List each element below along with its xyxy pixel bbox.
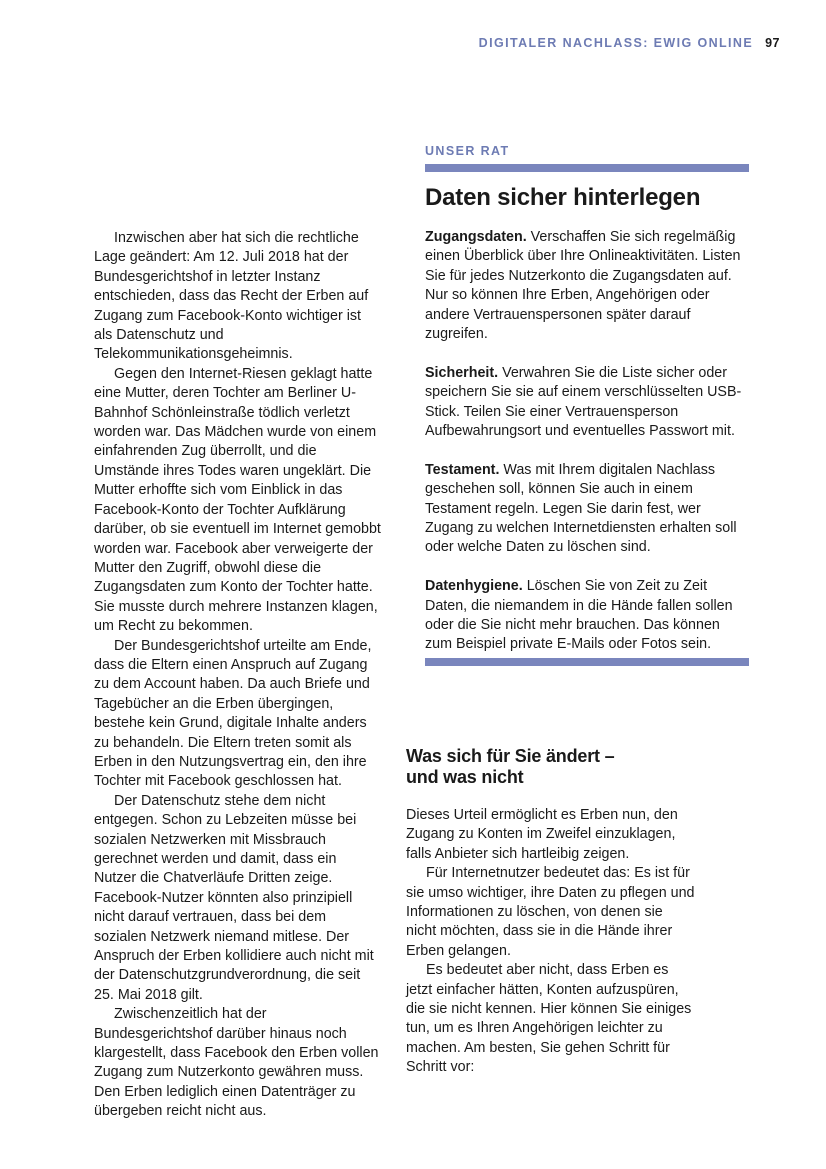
body-paragraph: Es bedeutet aber nicht, dass Erben es jetzt einfacher hätten, Konten aufzuspüren, die sie nicht kennen. Hier können Sie einiges tun, um es Ihren Angehörigen leichter zu machen. Am besten, Sie gehen Schritt für Schritt vor: (406, 962, 692, 1076)
advice-box (425, 144, 749, 674)
tip-term: Sicherheit. (425, 364, 499, 381)
advice-tip (425, 461, 749, 558)
running-title: DIGITALER NACHLASS: EWIG ONLINE (478, 36, 754, 50)
section-heading-line: Was sich für Sie ändert – (406, 746, 615, 766)
advice-box-top-bar (425, 164, 749, 172)
body-paragraph: Inzwischen aber hat sich die rechtliche Lage geändert: Am 12. Juli 2018 hat der Bundesgerichtshof in letzter Instanz entschieden, dass das Recht der Erben auf Zugang zum Facebook-Konto wichtiger ist als Datenschutz und Telekommunikationsgeheimnis. (94, 230, 369, 363)
tip-term: Testament. (425, 461, 500, 478)
tip-term: Datenhygiene. (425, 578, 523, 595)
advice-box-bottom-bar (425, 658, 749, 666)
page-number: 97 (765, 36, 780, 50)
body-paragraph: Der Datenschutz stehe dem nicht entgegen. Schon zu Lebzeiten müsse bei sozialen Netzwerken mit Missbrauch gerechnet werden und damit, dass ein Nutzer die Chatverläufe Dritten zeige. Facebook-Nutzer könnten also prinzipiell nicht darauf vertrauen, dass bei dem sozialen Netzwerk niemand mitlese. Der Anspruch der Erben kollidiere auch nicht mit der Datenschutzgrundverordnung, die seit 25. Mai 2018 gilt. (94, 792, 374, 1003)
right-column (406, 746, 696, 1078)
body-paragraph: Dieses Urteil ermöglicht es Erben nun, den Zugang zu Konten im Zweifel einzuklagen, falls Anbieter sich hartleibig zeigen. (406, 807, 678, 862)
left-column (94, 229, 382, 1122)
tip-text: Verwahren Sie die Liste sicher oder speichern Sie sie auf einem verschlüsselten USB-Stick. Teilen Sie einer Vertrauensperson Aufbewahrungsort und eventuelles Passwort mit. (425, 364, 742, 440)
tip-text: Was mit Ihrem digitalen Nachlass geschehen soll, können Sie auch in einem Testament regeln. Legen Sie darin fest, wer Zugang zu welchen Internetdiensten erhalten soll oder welche Daten zu löschen sind. (425, 461, 737, 556)
body-paragraph: Der Bundesgerichtshof urteilte am Ende, dass die Eltern einen Anspruch auf Zugang zu dem Account haben. Da auch Briefe und Tagebücher an die Erben übergingen, bestehe kein Grund, digitale Inhalte anders zu behandeln. Die Eltern treten somit als Erben in den Nutzungsvertrag ein, den ihre Tochter mit Facebook geschlossen hat. (94, 637, 372, 790)
section-heading-line: und was nicht (406, 767, 524, 787)
advice-box-title: Daten sicher hinterlegen (425, 184, 701, 211)
tip-text: Löschen Sie von Zeit zu Zeit Daten, die niemandem in die Hände fallen sollen oder die Sie nicht mehr brauchen. Das können zum Beispiel private E-Mails oder Fotos sein. (425, 578, 733, 653)
body-paragraph: Für Internetnutzer bedeutet das: Es ist für sie umso wichtiger, ihre Daten zu pflegen und Informationen zu löschen, von denen sie nicht möchten, dass sie in die Hände ihrer Erben gelangen. (406, 865, 695, 959)
advice-tip (425, 364, 749, 442)
body-paragraph: Gegen den Internet-Riesen geklagt hatte eine Mutter, deren Tochter am Berliner U-Bahnhof Schönleinstraße tödlich verletzt worden war. Das Mädchen wurde von einem einfahrenden Zug überrollt, und die Umstände ihres Todes waren ungeklärt. Die Mutter erhoffte sich vom Einblick in das Facebook-Konto der Tochter Aufklärung darüber, ob sie eventuell im Internet gemobbt worden war. Facebook aber verweigerte der Mutter den Zugriff, obwohl diese die Zugangsdaten zum Konto der Tochter hatte. Sie musste durch mehrere Instanzen klagen, um Recht zu bekommen. (94, 365, 381, 635)
tip-text: Verschaffen Sie sich regelmäßig einen Überblick über Ihre Onlineaktivitäten. Listen Sie für jedes Nutzerkonto die Zugangsdaten auf. Nur so können Ihre Erben, Angehörigen oder andere Vertrauenspersonen später darauf zugreifen. (425, 229, 741, 343)
section-heading (406, 746, 696, 788)
advice-tip (425, 228, 749, 344)
running-head (479, 36, 780, 50)
tip-term: Zugangsdaten. (425, 229, 527, 245)
advice-box-label: UNSER RAT (425, 144, 510, 158)
body-paragraph: Zwischenzeitlich hat der Bundesgerichtshof darüber hinaus noch klargestellt, dass Facebook den Erben vollen Zugang zum Nutzerkonto gewähren muss. Den Erben lediglich einen Datenträger zu übergeben reicht nicht aus. (94, 1006, 379, 1120)
advice-tip (425, 577, 749, 655)
